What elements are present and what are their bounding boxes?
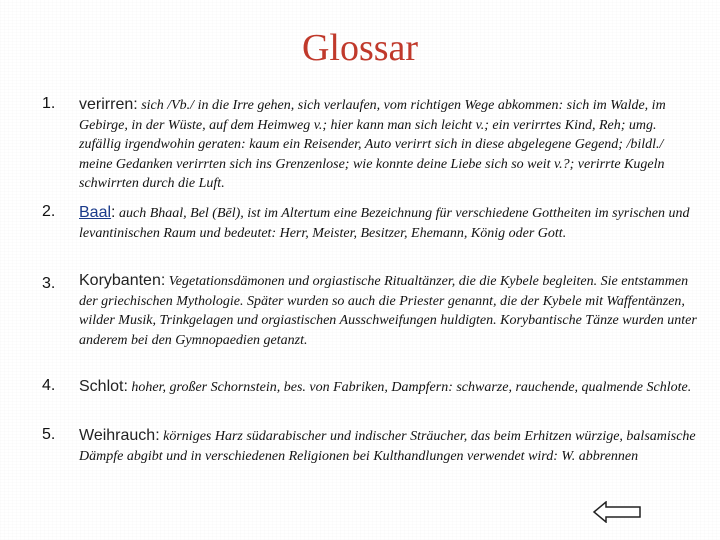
item-definition: sich /Vb./ in die Irre gehen, sich verlaufen, vom richtigen Wege abkommen: sich im Walde, im Gebirge, in der Wüste, auf dem Heimweg v.; hier kann man sich leicht v.; ein verirrtes Kind, Reh; umg. zufällig irgendwohin geraten: kaum ein Reisender, Auto verirrt sich in diese abgelegene Gegend; /bildl./ meine Gedanken verirrten sich ins Grenzenlose; wie konnte deine Liebe sich so weit v.?; verirrte Kugeln schwirrten durch die Luft.	[79, 98, 666, 192]
glossary-item-korybanten	[42, 271, 697, 350]
item-body	[79, 95, 697, 194]
item-number: 2.	[42, 203, 56, 220]
item-number: 1.	[42, 95, 56, 112]
item-body	[79, 203, 697, 243]
glossary-item-weihrauch	[42, 426, 697, 466]
item-term: Schlot:	[79, 378, 128, 395]
item-definition: körniges Harz südarabischer und indischer Sträucher, das beim Erhitzen würzige, balsamische Dämpfe abgibt und in verschiedenen Religionen bei Kulthandlungen verwendet wird: W. abbrennen	[79, 429, 696, 464]
item-definition: hoher, großer Schornstein, bes. von Fabriken, Dampfern: schwarze, rauchende, qualmende Schlote.	[131, 380, 692, 395]
item-number: 3.	[42, 275, 56, 292]
item-body	[79, 271, 697, 350]
item-term-suffix: :	[111, 204, 116, 221]
item-number: 4.	[42, 377, 56, 394]
back-arrow-button[interactable]	[593, 501, 641, 523]
item-body	[79, 377, 697, 398]
item-term: verirren:	[79, 96, 138, 113]
item-number: 5.	[42, 426, 56, 443]
item-term: Weihrauch:	[79, 427, 160, 444]
page-title: Glossar	[301, 27, 419, 69]
item-definition: auch Bhaal, Bel (Bēl), ist im Altertum eine Bezeichnung für verschiedene Gottheiten im syrischen und levantinischen Raum und bedeutet: Herr, Meister, Besitzer, Ehemann, König oder Gott.	[79, 206, 690, 241]
item-definition: Vegetationsdämonen und orgiastische Ritualtänzer, die die Kybele begleiten. Sie entstammen der griechischen Mythologie. Später wurden so auch die Priester genannt, die der Kybele mit Waffentänzen, wilder Musik, Trinkgelagen und orgiastischen Ausschweifungen huldigten. Korybantische Tänze wurden unter anderem bei den Gymnopaedien getanzt.	[79, 274, 697, 348]
item-term-link[interactable]: Baal	[79, 204, 112, 221]
glossary-item-schlot	[42, 377, 697, 398]
item-term: Korybanten:	[79, 272, 166, 289]
glossary-item-baal	[42, 203, 697, 243]
left-arrow-icon	[594, 502, 640, 522]
glossary-item-verirren	[42, 95, 697, 194]
item-body	[79, 426, 697, 466]
